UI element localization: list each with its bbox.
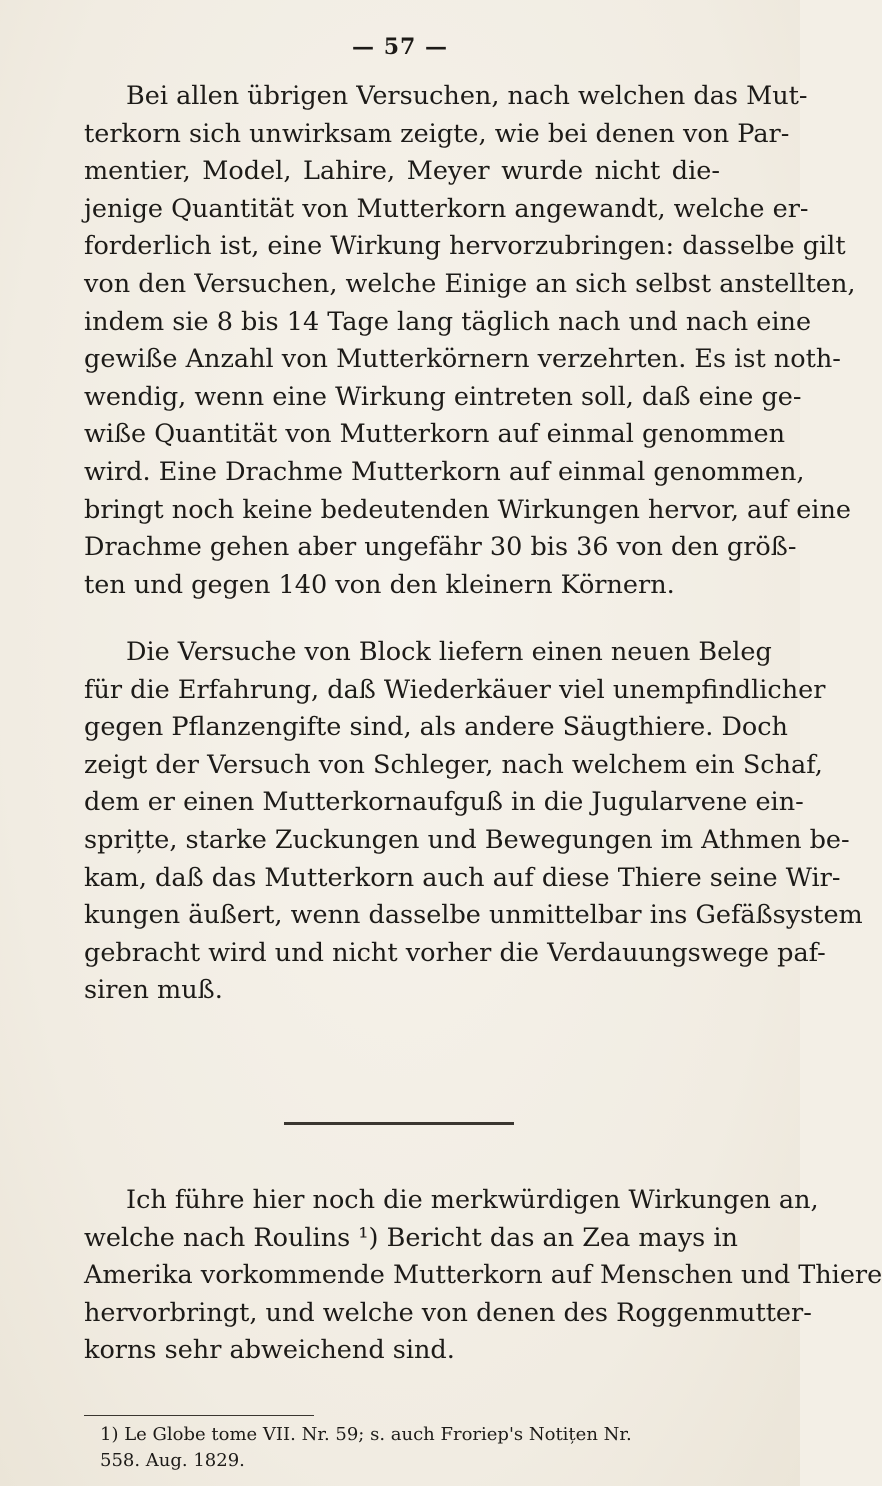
text-line: kungen äußert, wenn dasselbe unmittelbar ins Gefäßsystem [84,900,863,931]
text-line: terkorn sich unwirksam zeigte, wie bei denen von Par- [84,118,790,149]
text-line: hervorbringt, und welche von denen des Roggenmutter- [84,1297,812,1328]
paragraph-1 [84,78,856,604]
text-line: gegen Pflanzengifte sind, als andere Säugthiere. Doch [84,712,788,743]
footnote-line: 558. Aug. 1829. [100,1450,245,1471]
footnote [100,1422,720,1474]
text-line: dem er einen Mutterkornaufguß in die Jugularvene ein- [84,787,804,818]
text-line: bringt noch keine bedeutenden Wirkungen hervor, auf eine [84,494,851,525]
footnote-line: 1) Le Globe tome VII. Nr. 59; s. auch Froriep's Notițen Nr. [100,1424,632,1445]
text-line: forderlich ist, eine Wirkung hervorzubringen: dasselbe gilt [84,231,846,262]
text-line: kam, daß das Mutterkorn auch auf diese Thiere seine Wir- [84,862,841,893]
text-line: gebracht wird und nicht vorher die Verdauungswege paf- [84,937,826,968]
text-line: korns sehr abweichend sind. [84,1335,455,1366]
text-line: ten und gegen 140 von den kleinern Körnern. [84,569,675,600]
text-line: mentier, Model, Lahire, Meyer wurde nicht die- [84,156,720,187]
text-line: Ich führe hier noch die merkwürdigen Wirkungen an, [126,1185,819,1215]
text-line: indem sie 8 bis 14 Tage lang täglich nach und nach eine [84,306,812,337]
text-line: jenige Quantität von Mutterkorn angewandt, welche er- [84,193,809,224]
text-line: Drachme gehen aber ungefähr 30 bis 36 von den größ- [84,532,797,563]
text-line: siren muß. [84,975,223,1006]
text-line: zeigt der Versuch von Schleger, nach welchem ein Schaf, [84,749,823,780]
section-divider [284,1122,514,1125]
footnote-divider [84,1415,314,1416]
text-line: von den Versuchen, welche Einige an sich selbst anstellten, [84,268,856,299]
text-line: gewiße Anzahl von Mutterkörnern verzehrten. Es ist noth- [84,344,841,375]
text-line: wiße Quantität von Mutterkorn auf einmal genommen [84,419,786,450]
text-line: Amerika vorkommende Mutterkorn auf Menschen und Thiere [84,1260,882,1291]
text-line: sprițte, starke Zuckungen und Bewegungen im Athmen be- [84,824,850,855]
text-line: wird. Eine Drachme Mutterkorn auf einmal genommen, [84,456,805,487]
text-line: welche nach Roulins ¹) Bericht das an Zea mays in [84,1222,738,1253]
text-line: Bei allen übrigen Versuchen, nach welchen das Mut- [126,81,808,111]
paragraph-3 [84,1182,882,1370]
text-line: für die Erfahrung, daß Wiederkäuer viel unempfindlicher [84,674,826,705]
text-line: Die Versuche von Block liefern einen neuen Beleg [126,637,772,667]
page-number: — 57 — [352,34,448,60]
paragraph-2 [84,634,863,1010]
text-line: wendig, wenn eine Wirkung eintreten soll, daß eine ge- [84,381,802,412]
